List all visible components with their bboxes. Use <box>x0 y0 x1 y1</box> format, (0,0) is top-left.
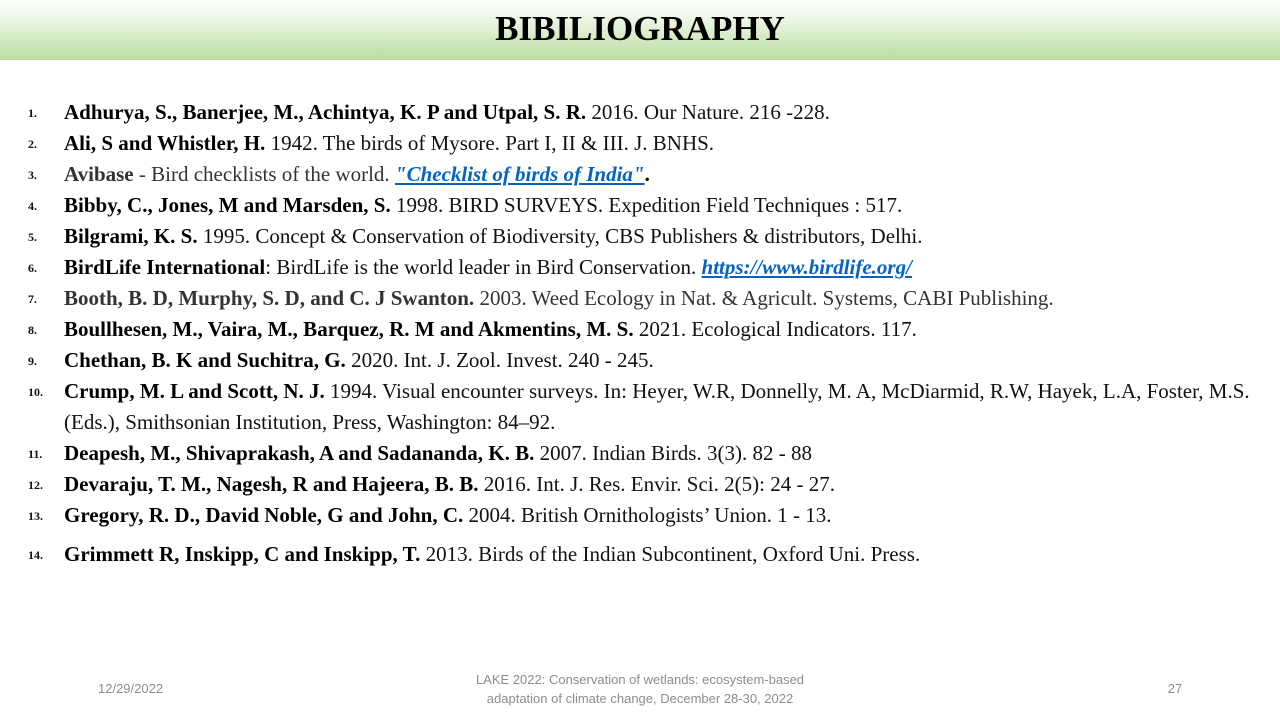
reference-number: 6. <box>28 261 37 275</box>
reference-item <box>0 438 1280 469</box>
reference-details: 2004. British Ornithologists’ Union. 1 - 13. <box>463 503 832 527</box>
reference-details: 1942. The birds of Mysore. Part I, II & III. J. BNHS. <box>265 131 715 155</box>
reference-item <box>0 469 1280 500</box>
reference-details: 2021. Ecological Indicators. 117. <box>633 317 917 341</box>
reference-item <box>0 283 1280 314</box>
reference-number: 13. <box>28 509 43 523</box>
reference-authors: Adhurya, S., Banerjee, M., Achintya, K. P and Utpal, S. R. <box>64 100 587 124</box>
reference-number: 3. <box>28 168 37 182</box>
reference-authors: Chethan, B. K and Suchitra, G. <box>64 348 346 372</box>
reference-item <box>0 376 1280 438</box>
slide-title: BIBILIOGRAPHY <box>495 9 785 48</box>
reference-details: 2003. Weed Ecology in Nat. & Agricult. Systems, CABI Publishing. <box>474 286 1054 310</box>
reference-details: 2016. Int. J. Res. Envir. Sci. 2(5): 24 - 27. <box>478 472 835 496</box>
reference-item <box>0 128 1280 159</box>
reference-number: 12. <box>28 478 43 492</box>
reference-item <box>0 539 1280 570</box>
reference-number: 2. <box>28 137 37 151</box>
reference-item <box>0 190 1280 221</box>
footer-date: 12/29/2022 <box>98 681 164 696</box>
reference-number: 7. <box>28 292 37 306</box>
reference-trailing-period: . <box>644 162 650 186</box>
reference-details: : BirdLife is the world leader in Bird Conservation. <box>265 255 702 279</box>
footer-event-text <box>440 670 840 708</box>
reference-details: 1994. Visual encounter surveys. In: Heyer, W.R, Donnelly, M. A, McDiarmid, R.W, Hayek, L.A, Foster, M.S. (Eds.), Smithsonian Institution, Press, Washington: 84–92. <box>64 379 1250 434</box>
checklist-link[interactable]: "Checklist of birds of India" <box>394 162 645 186</box>
reference-number: 14. <box>28 548 43 562</box>
reference-item <box>0 345 1280 376</box>
birdlife-link[interactable]: https://www.birdlife.org/ <box>701 255 912 279</box>
reference-item <box>0 97 1280 128</box>
reference-number: 1. <box>28 106 37 120</box>
reference-authors: Ali, S and Whistler, H. <box>64 131 266 155</box>
reference-number: 11. <box>28 447 43 461</box>
footer-event-line-2: adaptation of climate change, December 28-30, 2022 <box>486 691 794 706</box>
reference-details: 2007. Indian Birds. 3(3). 82 - 88 <box>534 441 812 465</box>
reference-details: 2016. Our Nature. 216 -228. <box>586 100 830 124</box>
reference-item <box>0 159 1280 190</box>
reference-authors: Devaraju, T. M., Nagesh, R and Hajeera, B. B. <box>64 472 479 496</box>
reference-authors: Avibase <box>64 162 134 186</box>
reference-number: 4. <box>28 199 37 213</box>
reference-item <box>0 500 1280 531</box>
reference-authors: Bibby, C., Jones, M and Marsden, S. <box>64 193 391 217</box>
reference-authors: Booth, B. D, Murphy, S. D, and C. J Swanton. <box>64 286 475 310</box>
reference-authors: Grimmett R, Inskipp, C and Inskipp, T. <box>64 542 421 566</box>
reference-item <box>0 221 1280 252</box>
reference-number: 9. <box>28 354 37 368</box>
reference-item <box>0 252 1280 283</box>
reference-authors: Bilgrami, K. S. <box>64 224 198 248</box>
reference-number: 8. <box>28 323 37 337</box>
reference-number: 5. <box>28 230 37 244</box>
reference-number: 10. <box>28 385 43 399</box>
reference-details: - Bird checklists of the world. <box>133 162 395 186</box>
reference-details: 2013. Birds of the Indian Subcontinent, Oxford Uni. Press. <box>420 542 921 566</box>
reference-authors: Crump, M. L and Scott, N. J. <box>64 379 325 403</box>
reference-authors: Boullhesen, M., Vaira, M., Barquez, R. M and Akmentins, M. S. <box>64 317 634 341</box>
reference-details: 1995. Concept & Conservation of Biodiversity, CBS Publishers & distributors, Delhi. <box>197 224 923 248</box>
reference-authors: Gregory, R. D., David Noble, G and John, C. <box>64 503 464 527</box>
reference-authors: Deapesh, M., Shivaprakash, A and Sadananda, K. B. <box>64 441 535 465</box>
slide-number: 27 <box>1167 681 1183 696</box>
reference-authors: BirdLife International <box>64 255 266 279</box>
reference-item <box>0 314 1280 345</box>
reference-list <box>0 97 1280 570</box>
reference-details: 2020. Int. J. Zool. Invest. 240 - 245. <box>345 348 654 372</box>
reference-details: 1998. BIRD SURVEYS. Expedition Field Techniques : 517. <box>390 193 903 217</box>
footer-event-line-1: LAKE 2022: Conservation of wetlands: ecosystem-based <box>475 672 805 687</box>
